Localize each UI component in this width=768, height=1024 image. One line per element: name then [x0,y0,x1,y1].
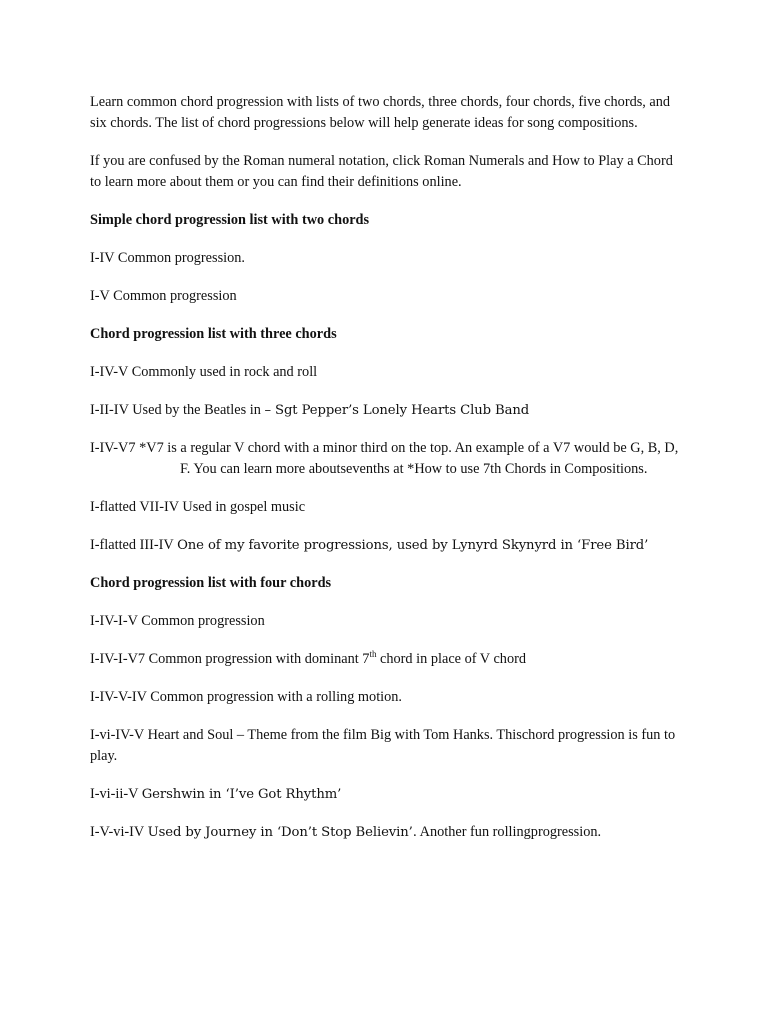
progression-text: chord in place of V chord [376,651,526,667]
progression-item [90,535,685,556]
progression-item [90,822,685,843]
intro-paragraph-1: Learn common chord progression with lists of two chords, three chords, four chords, five chords, and six chords. The list of chord progressions below will help generate ideas for song compositions. [90,94,671,131]
progression-item: I-vi-IV-V Heart and Soul – Theme from the film Big with Tom Hanks. Thischord progression is fun to play. [90,727,676,764]
section-heading-three-chords: Chord progression list with three chords [90,326,337,342]
progression-item: I-IV-I-V Common progression [90,613,265,629]
superscript: th [369,649,377,659]
progression-item: I-flatted VII-IV Used in gospel music [90,499,306,515]
progression-item: I-IV-V Commonly used in rock and roll [90,364,318,380]
progression-text: – Sgt Pepper’s Lonely Hearts Club Band [264,403,530,418]
progression-text: I-IV-I-V7 Common progression with dominant 7 [90,651,370,667]
progression-text: I-V-vi-IV [90,824,148,840]
progression-item [90,784,685,805]
progression-item: I-IV Common progression. [90,250,246,266]
progression-text: I-II-IV Used by the Beatles in [90,402,265,418]
intro-paragraph-2: If you are confused by the Roman numeral notation, click Roman Numerals and How to Play a Chord to learn more about them or you can find their definitions online. [90,153,673,190]
progression-text: Used by Journey in ‘Don’t Stop Believin’. [147,825,417,840]
section-heading-four-chords: Chord progression list with four chords [90,575,332,591]
progression-item [90,649,685,670]
progression-text: Gershwin in ‘I’ve Got Rhythm’ [141,787,342,802]
progression-item: I-V Common progression [90,288,237,304]
progression-item: I-IV-V-IV Common progression with a rolling motion. [90,689,403,705]
document-page [90,92,685,860]
progression-text: I-flatted III-IV [90,537,178,553]
progression-text: I-vi-ii-V [90,786,142,802]
section-heading-two-chords: Simple chord progression list with two chords [90,212,370,228]
progression-text: One of my favorite progressions, used by Lynyrd Skynyrd in ‘Free Bird’ [177,538,649,553]
progression-text: Another fun rollingprogression. [416,824,602,840]
progression-item: I-IV-V7 *V7 is a regular V chord with a minor third on the top. An example of a V7 would be G, B, D, F. You can learn more aboutsevenths at *How to use 7th Chords in Compositions. [90,440,679,477]
progression-item [90,400,685,421]
